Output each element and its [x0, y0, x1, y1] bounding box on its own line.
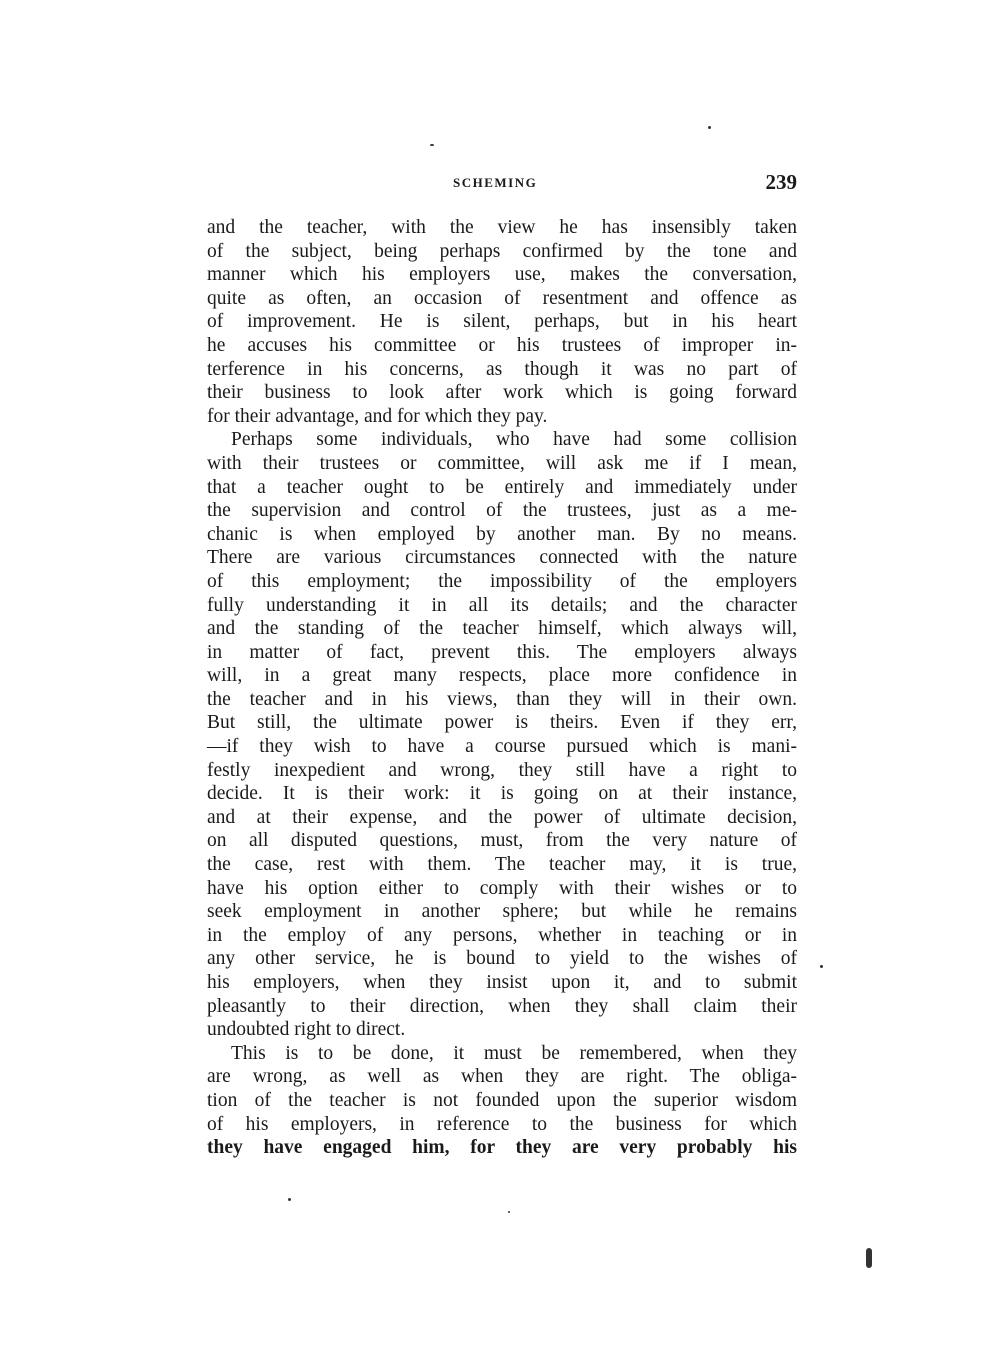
text-line: undoubted right to direct. — [207, 1019, 406, 1041]
text-line: are wrong, as well as when they are right. The obliga- — [207, 1066, 797, 1088]
body-text — [207, 216, 797, 1160]
text-line: terference in his concerns, as though it was no part of — [207, 358, 797, 380]
text-line: quite as often, an occasion of resentment and offence as — [207, 287, 797, 309]
scan-speck — [866, 1248, 872, 1268]
page-number: 239 — [765, 170, 797, 194]
text-line: of his employers, in reference to the business for which — [207, 1113, 797, 1135]
text-line: fully understanding it in all its details; and the character — [207, 594, 797, 616]
text-line: the supervision and control of the trustees, just as a me- — [207, 500, 797, 522]
text-line: have his option either to comply with their wishes or to — [207, 877, 797, 899]
text-line: festly inexpedient and wrong, they still have a right to — [207, 759, 797, 781]
text-line: of this employment; the impossibility of the employers — [207, 570, 797, 592]
text-line: There are various circumstances connected with the nature — [207, 547, 797, 569]
text-line: seek employment in another sphere; but while he remains — [207, 901, 797, 923]
text-line: for their advantage, and for which they pay. — [207, 405, 548, 427]
text-line: of improvement. He is silent, perhaps, but in his heart — [207, 311, 797, 333]
text-line: he accuses his committee or his trustees of improper in- — [207, 334, 797, 356]
text-line: their business to look after work which is going forward — [207, 382, 797, 404]
text-line: with their trustees or committee, will ask me if I mean, — [207, 452, 797, 474]
text-line: of the subject, being perhaps confirmed by the tone and — [207, 240, 797, 262]
text-line: they have engaged him, for they are very probably his — [207, 1137, 797, 1159]
text-line: in the employ of any persons, whether in teaching or in — [207, 924, 797, 946]
text-line: But still, the ultimate power is theirs. Even if they err, — [207, 712, 797, 734]
text-line: tion of the teacher is not founded upon the superior wisdom — [207, 1089, 797, 1111]
text-line: on all disputed questions, must, from the very nature of — [207, 830, 797, 852]
paragraph — [207, 216, 797, 428]
text-line: the case, rest with them. The teacher may, it is true, — [207, 854, 797, 876]
text-line: will, in a great many respects, place more confidence in — [207, 665, 797, 687]
paragraph — [207, 1042, 797, 1160]
text-line: and at their expense, and the power of ultimate decision, — [207, 806, 797, 828]
paragraph — [207, 428, 797, 1041]
text-line: that a teacher ought to be entirely and immediately under — [207, 476, 797, 498]
text-line: and the teacher, with the view he has insensibly taken — [207, 217, 797, 238]
running-head — [207, 170, 797, 196]
text-line: —if they wish to have a course pursued which is mani- — [207, 736, 797, 758]
text-line: pleasantly to their direction, when they shall claim their — [207, 995, 797, 1017]
text-line: Perhaps some individuals, who have had some collision — [231, 429, 797, 451]
text-line: This is to be done, it must be remembered, when they — [231, 1042, 797, 1064]
text-line: and the standing of the teacher himself, which always will, — [207, 618, 797, 640]
text-line: in matter of fact, prevent this. The employers always — [207, 641, 797, 663]
text-line: manner which his employers use, makes the conversation, — [207, 264, 797, 286]
text-line: his employers, when they insist upon it, and to submit — [207, 972, 797, 993]
text-line: decide. It is their work: it is going on at their instance, — [207, 783, 797, 805]
text-line: the teacher and in his views, than they will in their own. — [207, 688, 797, 710]
text-line: any other service, he is bound to yield to the wishes of — [207, 948, 797, 970]
scan-speck — [820, 965, 823, 968]
running-title: SCHEMING — [453, 175, 538, 190]
scan-speck — [508, 1211, 510, 1213]
scan-speck — [288, 1198, 291, 1201]
scan-speck — [430, 144, 434, 146]
scan-speck — [708, 126, 711, 129]
text-line: chanic is when employed by another man. By no means. — [207, 523, 797, 545]
